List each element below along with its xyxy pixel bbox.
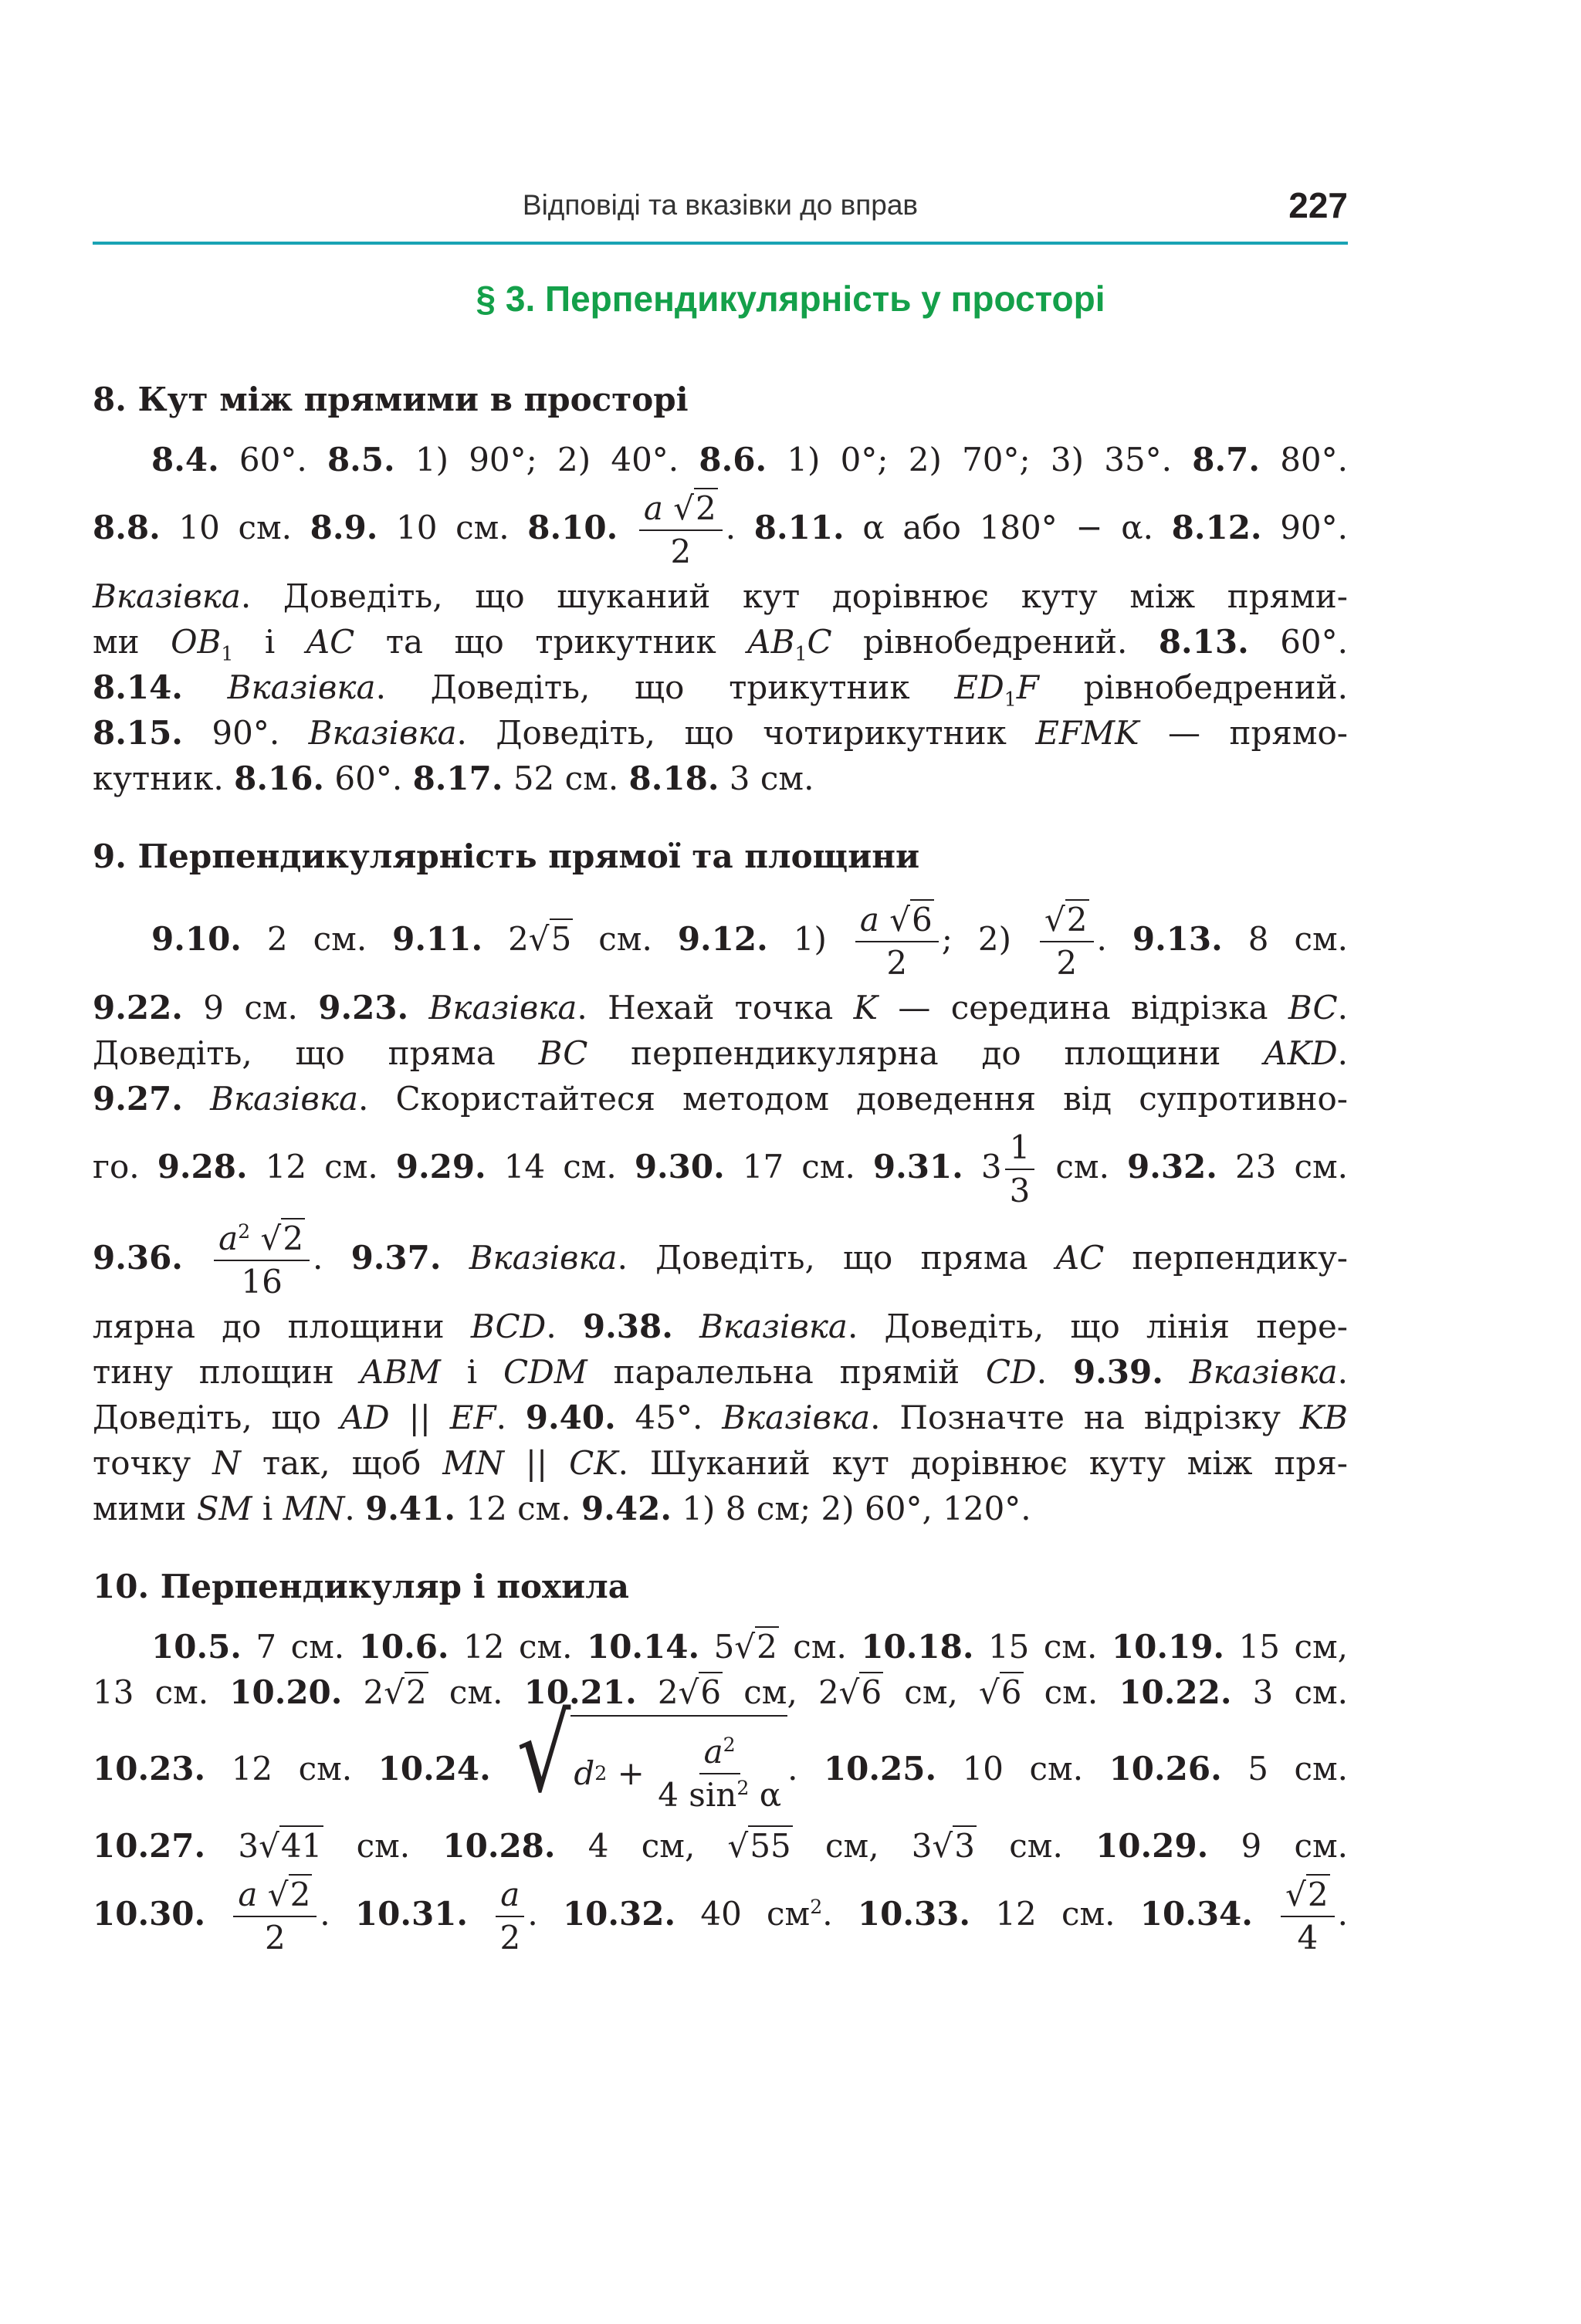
answer-line: 10.27. 3√41 см. 10.28. 4 см, √55 см, 3√3 см. 10.29. 9 см. xyxy=(93,1827,1348,1865)
answer-line: 9.10. 2 см. 9.11. 2√5 см. 9.12. 1) $\frac{a √6}{2}$ ; 2) $\frac{√2}{2}$ . 9.13. 8 см. xyxy=(151,900,1349,982)
fraction: $\frac{√2}{2}$ xyxy=(1040,902,1094,981)
fraction: $\frac{a √6}{2}$ xyxy=(855,902,939,981)
chapter-title: § 3. Перпендикулярність у просторі xyxy=(476,279,1105,319)
answer-line: Доведіть, що пряма BC перпендикулярна до площини AKD. xyxy=(93,1034,1348,1072)
fraction: $\frac{a √2}{2}$ xyxy=(639,491,723,570)
answer-line: Доведіть, що AD || EF. 9.40. 45°. Вказівка. Позначте на відрізку KB xyxy=(93,1399,1349,1436)
section-10-heading: 10. Перпендикуляр і похила xyxy=(93,1568,629,1605)
page-header xyxy=(93,174,1348,245)
answer-line: 9.22. 9 см. 9.23. Вказівка. Нехай точка K — середина відрізка BC. xyxy=(93,989,1348,1027)
answer-line: 9.27. Вказівка. Скористайтеся методом доведення від супротивно- xyxy=(93,1080,1348,1118)
answer-line: 8.8. 10 см. 8.9. 10 см. 8.10. $\frac{a √2}{2}$ . 8.11. α або 180° − α. 8.12. 90°. xyxy=(93,489,1348,570)
answer-line: тину площин ABM і CDM паралельна прямій CD. 9.39. Вказівка. xyxy=(93,1353,1348,1391)
section-8-heading: 8. Кут між прямими в просторі xyxy=(93,381,689,418)
answers-content xyxy=(93,377,1348,1960)
answer-line: 8.14. Вказівка. Доведіть, що трикутник $ED_1F$ рівнобедрений. xyxy=(93,668,1348,711)
answer-line: 10.23. 12 см. 10.24. √ d 2 + $\frac{a^2}{4 \sin^2 \alpha}$ . 10.25. 10 см. 10.26. 5 см. xyxy=(93,1715,1348,1823)
fraction: $\frac{a √2}{2}$ xyxy=(233,1877,317,1956)
page-number: 227 xyxy=(1288,185,1348,225)
answer-line: ми $OB_1$ і AC та що трикутник $AB_1C$ рівнобедрений. 8.13. 60°. xyxy=(93,623,1348,665)
answer-line: кутник. 8.16. 60°. 8.17. 52 см. 8.18. 3 см. xyxy=(93,759,814,797)
fraction: $\frac{a^2 √2}{16}$ xyxy=(214,1221,310,1300)
answer-line: 10.30. $\frac{a √2}{2}$ . 10.31. $\frac{a}{2}$ . 10.32. 40 $см^2$. 10.33. 12 см. 10.34. $\frac{√2}{4}$ . xyxy=(93,1875,1348,1957)
answer-line: Вказівка. Доведіть, що шуканий кут дорівнює куту між прями- xyxy=(93,577,1348,615)
answer-line: 10.5. 7 см. 10.6. 12 см. 10.14. 5√2 см. 10.18. 15 см. 10.19. 15 см, xyxy=(151,1628,1348,1666)
fraction: $\frac{1}{3}$ xyxy=(1005,1130,1035,1209)
answer-line: го. 9.28. 12 см. 9.29. 14 см. 9.30. 17 см. 9.31. 3 $\frac{1}{3}$ см. 9.32. 23 см. xyxy=(93,1128,1348,1209)
fraction: $\frac{a}{2}$ xyxy=(496,1877,524,1956)
answer-line: лярна до площини BCD. 9.38. Вказівка. Доведіть, що лінія пере- xyxy=(93,1307,1348,1345)
running-title: Відповіді та вказівки до вправ xyxy=(522,189,919,221)
answer-line: 13 см. 10.20. 2√2 см. 10.21. 2√6 см, 2√6 см, √6 см. 10.22. 3 см. xyxy=(93,1673,1349,1711)
section-9-heading: 9. Перпендикулярність прямої та площини xyxy=(93,837,920,875)
answer-line: мими SM і MN. 9.41. 12 см. 9.42. 1) 8 см; 2) 60°, 120°. xyxy=(93,1490,1031,1527)
answer-line: 9.36. $\frac{a^2 √2}{16}$ . 9.37. Вказівка. Доведіть, що пряма AC перпендику- xyxy=(93,1219,1348,1301)
answer-line: 8.4. 60°. 8.5. 1) 90°; 2) 40°. 8.6. 1) 0°; 2) 70°; 3) 35°. 8.7. 80°. xyxy=(151,441,1348,479)
fraction: $\frac{√2}{4}$ xyxy=(1281,1877,1335,1956)
answer-line: точку N так, щоб MN || CK. Шуканий кут дорівнює куту між пря- xyxy=(93,1444,1348,1482)
answer-line: 8.15. 90°. Вказівка. Доведіть, що чотирикутник EFMK — прямо- xyxy=(93,714,1348,752)
radical-expression: √ d 2 + $\frac{a^2}{4 \sin^2 \alpha}$ xyxy=(516,1715,787,1828)
